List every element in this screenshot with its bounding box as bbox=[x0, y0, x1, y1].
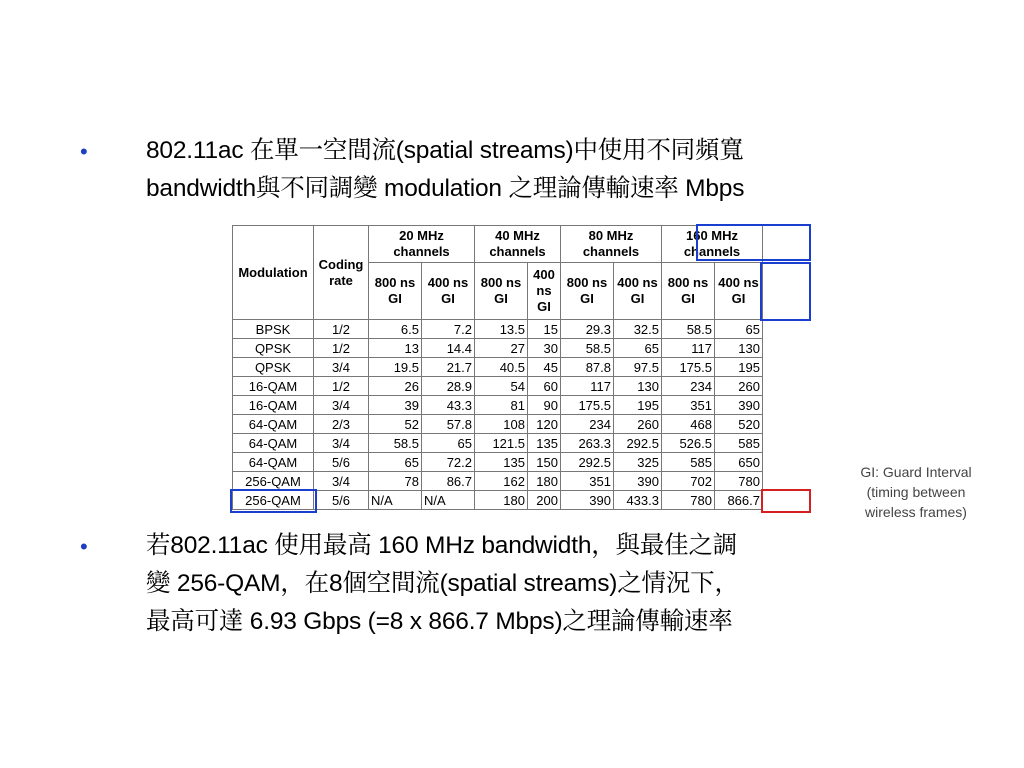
header-160mhz: 160 MHz channels bbox=[662, 226, 763, 263]
header-20-400gi: 400 ns GI bbox=[422, 263, 475, 320]
cell-rate: 351 bbox=[561, 472, 614, 491]
cell-rate: 32.5 bbox=[614, 320, 662, 339]
cell-rate: 195 bbox=[715, 358, 763, 377]
cell-rate: 866.7 bbox=[715, 491, 763, 510]
table-row bbox=[233, 396, 763, 415]
cell-modulation: 16-QAM bbox=[233, 396, 314, 415]
cell-rate: 292.5 bbox=[561, 453, 614, 472]
cell-rate: 468 bbox=[662, 415, 715, 434]
cell-rate: 45 bbox=[528, 358, 561, 377]
cell-rate: 27 bbox=[475, 339, 528, 358]
cell-modulation: 256-QAM bbox=[233, 472, 314, 491]
cell-rate: 390 bbox=[561, 491, 614, 510]
cell-rate: 26 bbox=[369, 377, 422, 396]
header-coding-rate: Coding rate bbox=[314, 226, 369, 320]
cell-rate: 585 bbox=[662, 453, 715, 472]
cell-rate: 58.5 bbox=[662, 320, 715, 339]
cell-rate: 120 bbox=[528, 415, 561, 434]
table-row bbox=[233, 339, 763, 358]
cell-rate: 57.8 bbox=[422, 415, 475, 434]
cell-rate: N/A bbox=[422, 491, 475, 510]
cell-rate: 78 bbox=[369, 472, 422, 491]
bullet-1-line-2: bandwidth與不同調變 modulation 之理論傳輸速率 Mbps bbox=[146, 175, 745, 202]
cell-rate: 72.2 bbox=[422, 453, 475, 472]
cell-rate: 200 bbox=[528, 491, 561, 510]
highlight-160mhz-400gi bbox=[760, 262, 811, 321]
cell-rate: 433.3 bbox=[614, 491, 662, 510]
bullet-2-line-2: 變 256-QAM，在8個空間流(spatial streams)之情況下， bbox=[146, 570, 739, 597]
table-row bbox=[233, 377, 763, 396]
cell-rate: 650 bbox=[715, 453, 763, 472]
cell-rate: 780 bbox=[662, 491, 715, 510]
cell-rate: 520 bbox=[715, 415, 763, 434]
table-row bbox=[233, 453, 763, 472]
cell-rate: 14.4 bbox=[422, 339, 475, 358]
cell-rate: 117 bbox=[662, 339, 715, 358]
cell-coding-rate: 3/4 bbox=[314, 434, 369, 453]
cell-rate: 526.5 bbox=[662, 434, 715, 453]
cell-coding-rate: 5/6 bbox=[314, 491, 369, 510]
cell-rate: 52 bbox=[369, 415, 422, 434]
cell-rate: 29.3 bbox=[561, 320, 614, 339]
cell-rate: 86.7 bbox=[422, 472, 475, 491]
table-row bbox=[233, 472, 763, 491]
cell-rate: 21.7 bbox=[422, 358, 475, 377]
header-40-800gi: 800 ns GI bbox=[475, 263, 528, 320]
cell-rate: 58.5 bbox=[369, 434, 422, 453]
cell-rate: N/A bbox=[369, 491, 422, 510]
cell-rate: 263.3 bbox=[561, 434, 614, 453]
cell-rate: 325 bbox=[614, 453, 662, 472]
cell-rate: 65 bbox=[422, 434, 475, 453]
bullet-2-text bbox=[146, 527, 966, 641]
cell-rate: 175.5 bbox=[561, 396, 614, 415]
gi-note bbox=[844, 462, 988, 522]
cell-rate: 585 bbox=[715, 434, 763, 453]
header-40-400gi: 400 ns GI bbox=[528, 263, 561, 320]
cell-rate: 117 bbox=[561, 377, 614, 396]
bullet-2 bbox=[80, 527, 966, 641]
header-20-800gi: 800 ns GI bbox=[369, 263, 422, 320]
cell-rate: 43.3 bbox=[422, 396, 475, 415]
cell-rate: 65 bbox=[369, 453, 422, 472]
cell-coding-rate: 1/2 bbox=[314, 377, 369, 396]
header-160-400gi: 400 ns GI bbox=[715, 263, 763, 320]
gi-note-line-3: wireless frames) bbox=[865, 504, 967, 520]
cell-rate: 7.2 bbox=[422, 320, 475, 339]
cell-rate: 390 bbox=[614, 472, 662, 491]
cell-rate: 40.5 bbox=[475, 358, 528, 377]
cell-rate: 19.5 bbox=[369, 358, 422, 377]
cell-modulation: 16-QAM bbox=[233, 377, 314, 396]
cell-rate: 39 bbox=[369, 396, 422, 415]
cell-rate: 28.9 bbox=[422, 377, 475, 396]
cell-rate: 135 bbox=[528, 434, 561, 453]
cell-rate: 54 bbox=[475, 377, 528, 396]
cell-rate: 195 bbox=[614, 396, 662, 415]
cell-rate: 780 bbox=[715, 472, 763, 491]
cell-rate: 180 bbox=[528, 472, 561, 491]
cell-modulation: 256-QAM bbox=[233, 491, 314, 510]
cell-coding-rate: 3/4 bbox=[314, 396, 369, 415]
cell-rate: 60 bbox=[528, 377, 561, 396]
header-80-400gi: 400 ns GI bbox=[614, 263, 662, 320]
cell-coding-rate: 3/4 bbox=[314, 358, 369, 377]
cell-rate: 65 bbox=[614, 339, 662, 358]
bullet-2-line-1: 若802.11ac 使用最高 160 MHz bandwidth，與最佳之調 bbox=[146, 532, 738, 559]
cell-rate: 351 bbox=[662, 396, 715, 415]
rate-table bbox=[232, 225, 763, 510]
cell-rate: 87.8 bbox=[561, 358, 614, 377]
cell-rate: 180 bbox=[475, 491, 528, 510]
cell-rate: 81 bbox=[475, 396, 528, 415]
table-row bbox=[233, 491, 763, 510]
bullet-1-line-1: 802.11ac 在單一空間流(spatial streams)中使用不同頻寬 bbox=[146, 137, 744, 164]
cell-modulation: BPSK bbox=[233, 320, 314, 339]
header-80-800gi: 800 ns GI bbox=[561, 263, 614, 320]
cell-rate: 121.5 bbox=[475, 434, 528, 453]
header-modulation: Modulation bbox=[233, 226, 314, 320]
cell-modulation: QPSK bbox=[233, 358, 314, 377]
cell-modulation: QPSK bbox=[233, 339, 314, 358]
table-row bbox=[233, 415, 763, 434]
header-160-800gi: 800 ns GI bbox=[662, 263, 715, 320]
cell-coding-rate: 2/3 bbox=[314, 415, 369, 434]
cell-rate: 702 bbox=[662, 472, 715, 491]
bullet-1 bbox=[80, 132, 966, 208]
cell-rate: 390 bbox=[715, 396, 763, 415]
cell-modulation: 64-QAM bbox=[233, 453, 314, 472]
cell-rate: 130 bbox=[614, 377, 662, 396]
header-80mhz: 80 MHz channels bbox=[561, 226, 662, 263]
cell-rate: 15 bbox=[528, 320, 561, 339]
cell-rate: 97.5 bbox=[614, 358, 662, 377]
cell-rate: 162 bbox=[475, 472, 528, 491]
cell-rate: 13 bbox=[369, 339, 422, 358]
cell-coding-rate: 5/6 bbox=[314, 453, 369, 472]
cell-rate: 135 bbox=[475, 453, 528, 472]
cell-rate: 108 bbox=[475, 415, 528, 434]
header-40mhz: 40 MHz channels bbox=[475, 226, 561, 263]
gi-note-line-2: (timing between bbox=[866, 484, 966, 500]
cell-coding-rate: 3/4 bbox=[314, 472, 369, 491]
cell-rate: 260 bbox=[614, 415, 662, 434]
highlight-866-7 bbox=[761, 489, 811, 513]
cell-rate: 260 bbox=[715, 377, 763, 396]
bullet-dot: • bbox=[80, 139, 88, 164]
cell-modulation: 64-QAM bbox=[233, 415, 314, 434]
bullet-2-line-3: 最高可達 6.93 Gbps (=8 x 866.7 Mbps)之理論傳輸速率 bbox=[146, 608, 733, 635]
cell-rate: 13.5 bbox=[475, 320, 528, 339]
table-row bbox=[233, 358, 763, 377]
header-20mhz: 20 MHz channels bbox=[369, 226, 475, 263]
cell-rate: 234 bbox=[561, 415, 614, 434]
cell-coding-rate: 1/2 bbox=[314, 320, 369, 339]
cell-rate: 90 bbox=[528, 396, 561, 415]
table-row bbox=[233, 434, 763, 453]
cell-rate: 234 bbox=[662, 377, 715, 396]
gi-note-line-1: GI: Guard Interval bbox=[860, 464, 972, 480]
cell-rate: 6.5 bbox=[369, 320, 422, 339]
cell-coding-rate: 1/2 bbox=[314, 339, 369, 358]
cell-rate: 65 bbox=[715, 320, 763, 339]
table-row bbox=[233, 320, 763, 339]
cell-rate: 150 bbox=[528, 453, 561, 472]
bullet-1-text bbox=[146, 132, 966, 208]
cell-rate: 175.5 bbox=[662, 358, 715, 377]
bullet-dot: • bbox=[80, 534, 88, 559]
cell-rate: 30 bbox=[528, 339, 561, 358]
cell-rate: 130 bbox=[715, 339, 763, 358]
cell-modulation: 64-QAM bbox=[233, 434, 314, 453]
cell-rate: 58.5 bbox=[561, 339, 614, 358]
cell-rate: 292.5 bbox=[614, 434, 662, 453]
